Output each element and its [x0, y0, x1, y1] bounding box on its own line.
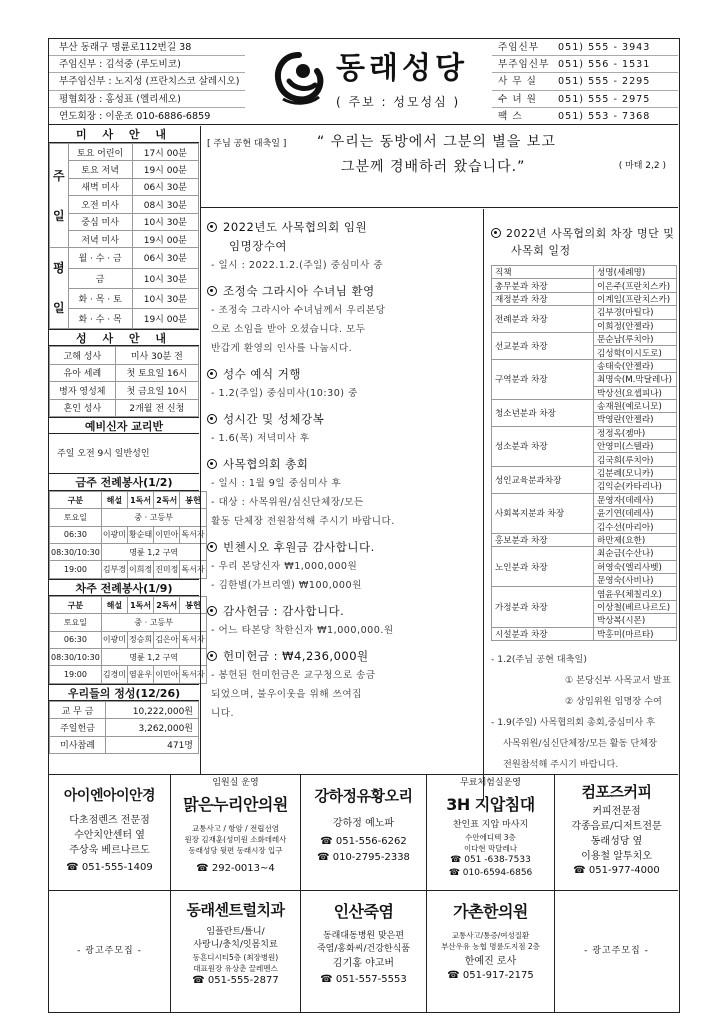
ad-placeholder-left: - 광고주모집 - — [49, 891, 171, 1013]
service-cell: 토요일 — [50, 614, 102, 631]
prep-title: 예비신자 교리반 — [49, 417, 199, 434]
council-member: 김성학(이시도로) — [594, 346, 677, 359]
left-column — [49, 126, 205, 754]
service-header-cell: 1독서 — [128, 596, 154, 613]
service-cell: 19:00 — [50, 666, 102, 683]
mass-name: 중심 미사 — [68, 213, 132, 230]
council-member: 김수선(마리아) — [594, 520, 677, 533]
service-cell: 이민아 — [154, 666, 180, 683]
bulletin-frame — [48, 38, 680, 1013]
bullet-icon — [207, 606, 217, 616]
news-title-text: 헌미헌금 : ₩4,236,000원 — [223, 649, 369, 663]
council-member: 박홍미(마르타) — [594, 627, 677, 640]
mass-time: 10시 30분 — [132, 213, 198, 230]
news-item — [207, 219, 483, 273]
council-member: 허영숙(엘리사벳) — [594, 560, 677, 573]
council-member: 이희정(안젤라) — [594, 319, 677, 332]
news-title-text: 성수 예식 거행 — [223, 367, 301, 381]
news-line: - 일시 : 1월 9일 중심미사 후 — [211, 478, 342, 489]
service-cell: 독서자 — [180, 631, 206, 648]
mass-row — [50, 213, 199, 230]
council-member: 정정옥(젬마) — [594, 426, 677, 439]
mass-row — [50, 196, 199, 213]
sacrament-row — [50, 382, 199, 399]
quote-feast: [ 주님 공현 대축일 ] — [207, 139, 287, 149]
news-title-text: 2022년도 사목협의회 임원 — [223, 220, 368, 234]
mass-name: 저녁 미사 — [68, 230, 132, 247]
mass-name: 금 — [68, 268, 132, 288]
news-line: - 1.2(주일) 중심미사(10:30) 중 — [211, 388, 358, 399]
news-title — [207, 603, 483, 619]
service-this-table — [49, 491, 207, 579]
council-row — [492, 533, 677, 546]
news-line: - 우리 본당신자 ₩1,000,000원 — [211, 561, 358, 572]
council-role: 홍보분과 차장 — [492, 533, 594, 546]
news-line: 니다. — [211, 708, 235, 719]
sacrament-table — [49, 346, 199, 417]
sacrament-row — [50, 399, 199, 416]
news-item — [207, 539, 483, 593]
council-member: 김익순(카타리나) — [594, 480, 677, 493]
phone-text: ☎ 051 -638-7533 — [450, 855, 531, 865]
offering-label: 교 무 금 — [50, 701, 106, 718]
phone-text: ☎ 051-555-1409 — [66, 862, 153, 873]
mass-time: 19시 00분 — [132, 309, 198, 329]
council-member: 성명(세례명) — [594, 266, 677, 279]
council-member: 최순금(수산나) — [594, 547, 677, 560]
note-line: - 1.2(주님 공현 대축일) — [491, 653, 587, 665]
service-header-row — [50, 491, 207, 508]
service-cell: 독서자 — [180, 561, 206, 578]
mass-row — [50, 288, 199, 308]
ad-massage-bed: 무료체험실운영 3H 지압침대 찬인표 지압 마사지 수안에디텍 3층 이다현 막달레나 ☎ 051 -638-7533 ☎ 010-6594-6856 — [427, 775, 555, 891]
sacrament-row — [50, 364, 199, 381]
sacrament-time: 첫 토요일 16시 — [115, 364, 198, 381]
service-header-cell: 구분 — [50, 491, 102, 508]
service-cell: 토요일 — [50, 509, 102, 526]
bullet-icon — [207, 459, 217, 469]
service-header-cell: 2독서 — [154, 596, 180, 613]
phone-text: ☎ 010-6594-6856 — [448, 868, 533, 878]
service-cell: 08:30/10:30 — [50, 649, 102, 666]
parish-brand — [261, 39, 481, 125]
council-member: 이계임(프란치스카) — [594, 292, 677, 305]
mass-row — [50, 144, 199, 161]
council-role: 재정분과 차장 — [492, 292, 594, 305]
mass-time: 19시 00분 — [132, 230, 198, 247]
service-cell: 06:30 — [50, 526, 102, 543]
sacrament-name: 병자 영성체 — [50, 382, 116, 399]
news-line: - 조정숙 그라시아 수녀님께서 우리본당 — [211, 305, 386, 316]
mass-time: 10시 30분 — [132, 288, 198, 308]
sacrament-time: 미사 30분 전 — [115, 347, 198, 364]
service-header-cell: 2독서 — [154, 491, 180, 508]
news-item — [207, 648, 483, 721]
service-header-cell: 1독서 — [128, 491, 154, 508]
sacrament-row — [50, 347, 199, 364]
service-cell: 이민아 — [154, 526, 180, 543]
offering-label: 주일헌금 — [50, 719, 106, 736]
bullet-icon — [207, 369, 217, 379]
news-line: 반갑게 환영의 인사를 나눕시다. — [211, 343, 353, 354]
service-cell: 이희정 — [128, 561, 154, 578]
ad-duck-restaurant: 강하정유황오리 강하정 예노파 ☎ 051-556-6262 ☎ 010-2795-2338 — [301, 775, 427, 891]
news-item — [207, 456, 483, 529]
mass-time: 10시 30분 — [132, 268, 198, 288]
mass-name: 토요 저녁 — [68, 161, 132, 178]
council-member: 박상선(요셉피나) — [594, 386, 677, 399]
bullet-icon — [207, 414, 217, 424]
council-row — [492, 426, 677, 439]
council-member: 송태숙(안젤라) — [594, 359, 677, 372]
council-row — [492, 493, 677, 506]
council-row — [492, 547, 677, 560]
sacrament-name: 유아 세례 — [50, 364, 116, 381]
service-cell: 명륜 1,2 구역 — [101, 649, 206, 666]
news-line: 활동 단체장 전원참석해 주시기 바랍니다. — [211, 516, 395, 527]
service-this-title: 금주 전례봉사(1/2) — [49, 474, 199, 491]
council-member: 김분례(모니카) — [594, 466, 677, 479]
service-row — [50, 544, 207, 561]
news-title-text: 사목협의회 총회 — [223, 457, 309, 471]
prayer-leader-line: 연도회장 : 이운조 010-6886-6859 — [59, 110, 211, 122]
ad-coffee: 컴포즈커피 커피전문점 각종음료/디저트전문 동래성당 옆 이용철 알투치오 ☎ 051-977-4000 — [555, 775, 678, 891]
service-cell: 06:30 — [50, 631, 102, 648]
contact-row: 팩 스 051) 553 - 7368 — [498, 110, 651, 122]
service-cell: 독서자 — [180, 666, 206, 683]
parish-logo-icon — [269, 49, 329, 109]
news-line: - 봉헌된 헌미헌금은 교구청으로 송금 — [211, 670, 376, 681]
council-role: 직책 — [492, 266, 594, 279]
council-role: 노인분과 차장 — [492, 547, 594, 587]
bullet-icon — [207, 286, 217, 296]
bulletin-header — [49, 39, 678, 125]
mass-group-label: 주 일 — [50, 144, 69, 248]
offering-value: 3,262,000원 — [106, 719, 199, 736]
council-member: 윤기연(데레사) — [594, 507, 677, 520]
service-cell: 독서자 — [180, 526, 206, 543]
contact-row: 주임신부 051) 555 - 3943 — [492, 39, 678, 56]
main-column — [200, 126, 678, 774]
bullet-icon — [207, 542, 217, 552]
council-role: 가정분과 차장 — [492, 587, 594, 627]
news-item — [207, 411, 483, 446]
service-cell: 이광미 — [101, 526, 127, 543]
service-row — [50, 509, 207, 526]
parish-info — [49, 39, 245, 125]
council-row — [492, 279, 677, 292]
council-row — [492, 359, 677, 372]
sacrament-name: 고해 성사 — [50, 347, 116, 364]
council-member: 하만제(요한) — [594, 533, 677, 546]
council-role: 시설분과 차장 — [492, 627, 594, 640]
service-cell: 정승희 — [128, 631, 154, 648]
offering-row — [50, 719, 199, 736]
service-row — [50, 526, 207, 543]
phone-text: ☎ 051-977-4000 — [573, 865, 660, 876]
council-member: 김국희(루치아) — [594, 453, 677, 466]
bullet-icon — [207, 651, 217, 661]
service-cell: 19:00 — [50, 561, 102, 578]
news-title-text: 빈첸시오 후원금 감사합니다. — [223, 540, 375, 554]
service-cell: 염윤우 — [128, 666, 154, 683]
council-member: 박상복(시몬) — [594, 614, 677, 627]
news-line: 으로 소임을 받아 오셨습니다. 모두 — [211, 324, 366, 335]
news-line: - 어느 타본당 착한신자 ₩1,000,000.원 — [211, 625, 394, 636]
council-member: 문영숙(사비나) — [594, 573, 677, 586]
service-cell: 명륜 1,2 구역 — [101, 544, 206, 561]
service-header-cell: 구분 — [50, 596, 102, 613]
service-header-cell: 해설 — [101, 596, 127, 613]
phone-text: ☎ 051-555-2877 — [192, 975, 279, 986]
council-member: 문영자(데레사) — [594, 493, 677, 506]
offering-label: 미사참례 — [50, 736, 106, 753]
offering-title: 우리들의 정성(12/26) — [49, 684, 199, 701]
offering-value: 471명 — [106, 736, 199, 753]
quote-line-1: “ 우리는 동방에서 그분의 별을 보고 — [317, 134, 556, 150]
phone-text: ☎ 051-557-5553 — [320, 974, 407, 985]
news-title-cont: 임명장수여 — [229, 239, 288, 253]
council-row — [492, 292, 677, 305]
ad-clinic: 임원실 운영 맑은누리안의원 교통사고 / 항암 / 전립선염 원장 김재훈(성미원 소화데레사 동래성당 뒷편 동래시장 입구 ☎ 292-0013~4 — [171, 775, 301, 891]
offering-row — [50, 736, 199, 753]
contact-row: 사 무 실 051) 555 - 2295 — [492, 73, 678, 90]
news-item — [207, 603, 483, 638]
assistant-pastor-line: 부주임신부 : 노지성 (프란치스코 살레시오) — [49, 73, 245, 90]
ad-placeholder-right: - 광고주모집 - — [584, 946, 649, 956]
council-president-line: 평협회장 : 홍성표 (엘리세오) — [49, 91, 245, 108]
news-column — [201, 209, 484, 799]
news-title — [207, 456, 483, 472]
bullet-icon — [491, 228, 501, 238]
news-title-text: 감사헌금 : 감사합니다. — [223, 604, 345, 618]
mass-name: 오전 미사 — [68, 196, 132, 213]
mass-schedule-table — [49, 143, 199, 329]
service-cell: 이광미 — [101, 631, 127, 648]
council-title: 2022년 사목협의회 차장 명단 및 사목회 일정 — [491, 225, 679, 259]
offering-value: 10,222,000원 — [106, 701, 199, 718]
news-line: 되었으며, 불우이웃을 위해 쓰여집 — [211, 689, 362, 700]
news-item — [207, 366, 483, 401]
sacrament-name: 혼인 성사 — [50, 399, 116, 416]
parish-patron: ( 주보 : 성모성심 ) — [336, 95, 461, 109]
mass-name: 토요 어린이 — [68, 144, 132, 161]
council-row — [492, 466, 677, 479]
ad-oriental-clinic: 가촌한의원 교통사고/통증/여성질환 부산우유 농협 명륜도지점 2층 한예진 로사 ☎ 051-917-2175 — [427, 891, 555, 1013]
council-role: 전례분과 차장 — [492, 306, 594, 333]
mass-group-label: 평 일 — [50, 248, 69, 329]
ad-bamboo-salt: 인산죽염 동래대동병원 맞은편 죽염/홍화씨/건강한식품 김기홍 야고버 ☎ 051-557-5553 — [301, 891, 427, 1013]
council-role: 구역분과 차장 — [492, 359, 594, 399]
mass-title: 미 사 안 내 — [49, 126, 199, 143]
service-header-row — [50, 596, 207, 613]
council-row — [492, 266, 677, 279]
news-item — [207, 283, 483, 356]
news-title — [207, 648, 483, 664]
news-title — [207, 411, 483, 427]
sacrament-time: 2개월 전 신청 — [115, 399, 198, 416]
news-line: - 일시 : 2022.1.2.(주일) 중심미사 중 — [211, 260, 384, 271]
contact-row: 수 녀 원 051) 555 - 2975 — [492, 91, 678, 108]
service-cell: 김부경 — [101, 561, 127, 578]
service-cell: 08:30/10:30 — [50, 544, 102, 561]
service-row — [50, 649, 207, 666]
parish-address: 부산 동래구 명륜로112번길 38 — [49, 39, 245, 56]
service-cell: 중 · 고등부 — [101, 509, 206, 526]
note-line: 사목위원/심신단체장/모든 활동 단체장 — [503, 737, 658, 749]
mass-row — [50, 161, 199, 178]
service-header-cell: 해설 — [101, 491, 127, 508]
council-row — [492, 306, 677, 319]
mass-name: 월 · 수 · 금 — [68, 248, 132, 268]
council-row — [492, 332, 677, 345]
ad-dental: 동래센트럴치과 임플란트/틀니/ 사랑니/충치/잇몸치료 동흔디시티5층 (최장병원) 대표원장 유상춘 끌레멘스 ☎ 051-555-2877 — [171, 891, 301, 1013]
mass-time: 17시 00분 — [132, 144, 198, 161]
news-line: - 대상 : 사목위원/심신단체장/모든 — [211, 497, 364, 508]
contact-list — [492, 39, 678, 125]
council-role: 총무분과 차장 — [492, 279, 594, 292]
council-notes — [491, 649, 679, 775]
council-row — [492, 587, 677, 600]
mass-name: 새벽 미사 — [68, 178, 132, 195]
mass-time: 08시 30분 — [132, 196, 198, 213]
quote-reference: ( 마태 2,2 ) — [618, 161, 666, 171]
note-line: 전원참석해 주시기 바랍니다. — [503, 758, 619, 770]
council-role: 성소분과 차장 — [492, 426, 594, 466]
note-line: - 1.9(주일) 사목협의회 총회,중심미사 후 — [491, 716, 655, 728]
mass-row — [50, 230, 199, 247]
service-cell: 중 · 고등부 — [101, 614, 206, 631]
phone-text: ☎ 010-2795-2338 — [317, 852, 410, 863]
phone-text: ☎ 051-917-2175 — [447, 970, 534, 981]
council-member: 박영란(안젤라) — [594, 413, 677, 426]
council-member: 송재원(예로니모) — [594, 399, 677, 412]
ads-section — [49, 774, 678, 1012]
service-row — [50, 614, 207, 631]
news-title — [207, 539, 483, 555]
prep-text: 주일 오전 9시 일반성인 — [49, 434, 199, 474]
service-row — [50, 561, 207, 578]
gospel-quote — [201, 126, 678, 208]
news-title-text: 조정숙 그라시아 수녀님 환영 — [223, 284, 375, 298]
council-member: 김부경(마틸다) — [594, 306, 677, 319]
sacrament-title: 성 사 안 내 — [49, 329, 199, 346]
council-member: 문순남(루치아) — [594, 332, 677, 345]
service-cell: 김경미 — [101, 666, 127, 683]
council-table — [491, 265, 677, 641]
quote-line-2: 그분께 경배하러 왔습니다.” — [341, 159, 526, 175]
sacrament-time: 첫 금요일 10시 — [115, 382, 198, 399]
news-title — [207, 219, 483, 235]
council-row — [492, 627, 677, 640]
council-member: 안영미(스텔라) — [594, 440, 677, 453]
note-line: ① 본당신부 사목교서 발표 — [565, 674, 671, 686]
mass-row — [50, 178, 199, 195]
ad-optician: 아이엔아이안경 다초점렌즈 전문점 수안치안센터 옆 주상욱 베르나르도 ☎ 051-555-1409 — [49, 775, 171, 891]
news-line: - 1.6(목) 저녁미사 후 — [211, 433, 310, 444]
parish-title: 동래성당 — [336, 51, 468, 86]
mass-time: 06시 30분 — [132, 248, 198, 268]
council-role: 사회복지분과 차장 — [492, 493, 594, 533]
council-role: 성인교육분과차장 — [492, 466, 594, 493]
council-member: 최명숙(M.막달레나) — [594, 373, 677, 386]
phone-text: ☎ 292-0013~4 — [196, 863, 275, 874]
council-member: 염윤우(체칠리오) — [594, 587, 677, 600]
news-title-text: 성시간 및 성체강복 — [223, 412, 325, 426]
offering-row — [50, 701, 199, 718]
service-next-title: 차주 전례봉사(1/9) — [49, 579, 199, 596]
pastor-line: 주임신부 : 김석중 (루도비코) — [49, 56, 245, 73]
phone-text: ☎ 051-556-6262 — [320, 836, 407, 847]
news-title — [207, 283, 483, 299]
service-cell: 황순태 — [128, 526, 154, 543]
offering-table — [49, 701, 199, 754]
contact-row: 부주임신부 051) 556 - 1531 — [492, 56, 678, 73]
news-title — [207, 366, 483, 382]
news-line: - 김한별(가브리엘) ₩100,000원 — [211, 580, 362, 591]
mass-time: 06시 30분 — [132, 178, 198, 195]
council-member: 이상철(베르나르도) — [594, 600, 677, 613]
mass-name: 화 · 수 · 목 — [68, 309, 132, 329]
mass-row — [50, 309, 199, 329]
note-line: ② 상임위원 임명장 수여 — [565, 695, 662, 707]
bullet-icon — [207, 222, 217, 232]
service-row — [50, 666, 207, 683]
mass-row — [50, 248, 199, 268]
mass-row — [50, 268, 199, 288]
service-cell: 진미정 — [154, 561, 180, 578]
council-member: 이은주(프란치스카) — [594, 279, 677, 292]
council-role: 청소년분과 차장 — [492, 399, 594, 426]
service-header-cell: 봉헌 — [180, 596, 206, 613]
mass-time: 19시 00분 — [132, 161, 198, 178]
council-column — [485, 209, 679, 799]
service-next-table — [49, 596, 207, 684]
council-row — [492, 399, 677, 412]
service-row — [50, 631, 207, 648]
mass-name: 화 · 목 · 토 — [68, 288, 132, 308]
council-role: 선교분과 차장 — [492, 332, 594, 359]
service-header-cell: 봉헌 — [180, 491, 206, 508]
service-cell: 김은아 — [154, 631, 180, 648]
